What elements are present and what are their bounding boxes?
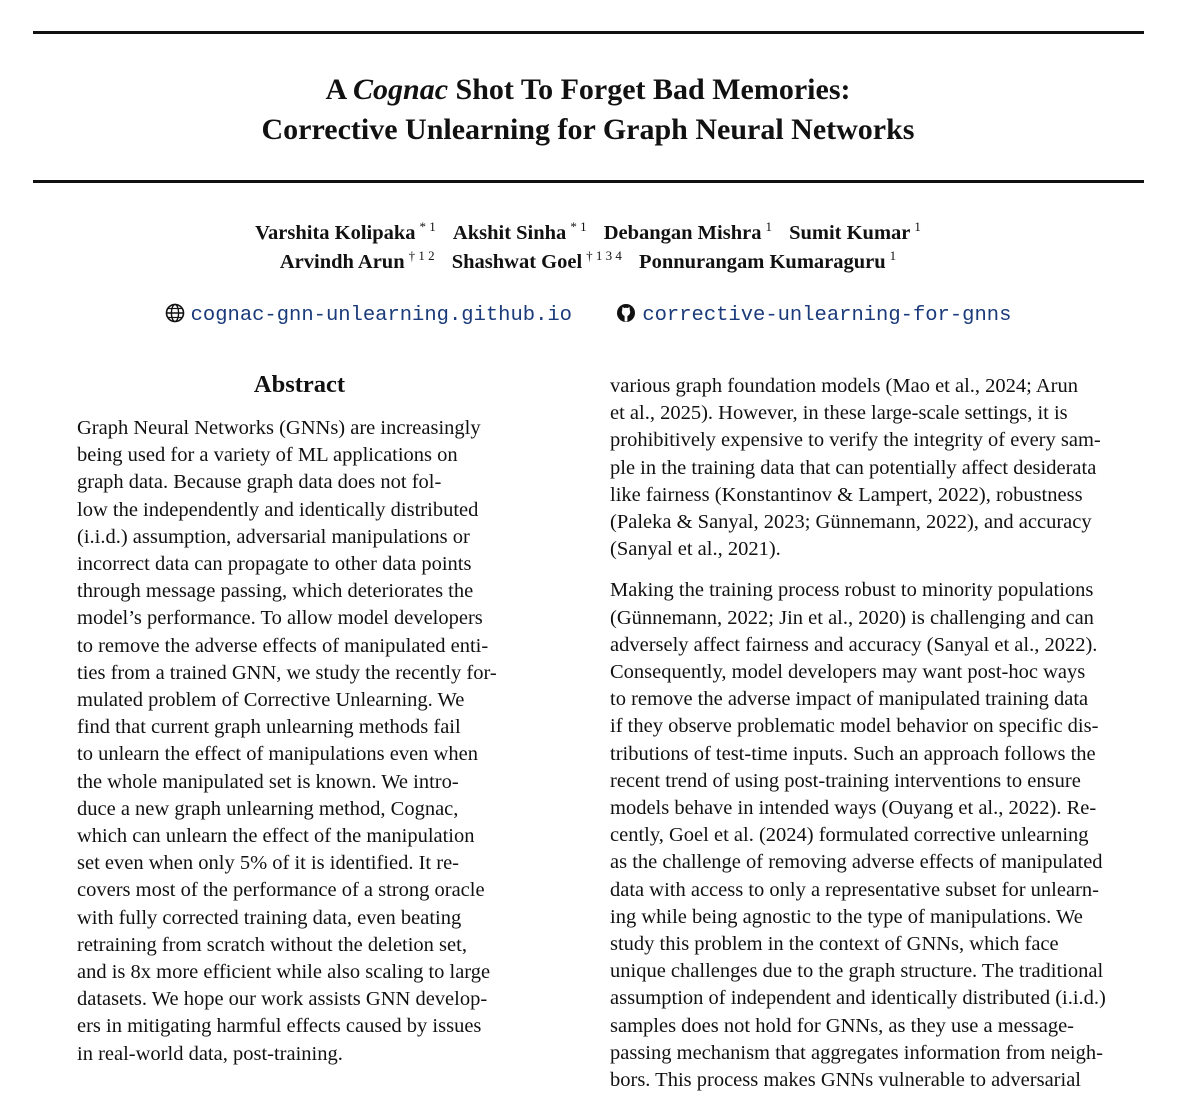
intro-line: passing mechanism that aggregates information from neigh- xyxy=(610,1041,1104,1064)
intro-line: recent trend of using post-training interventions to ensure xyxy=(610,769,1081,792)
intro-line: ple in the training data that can potentially affect desiderata xyxy=(610,456,1097,479)
abstract-line: datasets. We hope our work assists GNN develop- xyxy=(77,988,488,1011)
intro-paragraph-1 xyxy=(610,373,1145,563)
author: Akshit Sinha $^{* 1}$ xyxy=(452,219,587,244)
top-rule xyxy=(33,31,1144,34)
abstract-line: Graph Neural Networks (GNNs) are increasingly xyxy=(77,417,481,439)
author: Debangan Mishra $^1$ xyxy=(603,219,772,244)
author: Arvindh Arun $^{\dagger 1 2}$ xyxy=(279,248,435,273)
abstract-line: the whole manipulated set is known. We intro- xyxy=(77,770,459,793)
abstract-line: model’s performance. To allow model developers xyxy=(77,607,483,630)
abstract-line: retraining from scratch without the deletion set, xyxy=(77,933,467,956)
intro-line: to remove the adverse impact of manipulated training data xyxy=(610,688,1089,711)
abstract-body xyxy=(77,415,522,1068)
intro-line: models behave in intended ways (Ouyang et al., 2022). Re- xyxy=(610,797,1097,820)
title-emphasis: Cognac xyxy=(353,73,449,106)
abstract-heading: Abstract xyxy=(253,371,346,398)
intro-line: adversely affect fairness and accuracy (Sanyal et al., 2022). xyxy=(610,633,1098,656)
intro-line: various graph foundation models (Mao et al., 2024; Arun xyxy=(610,375,1078,397)
intro-line: cently, Goel et al. (2024) formulated corrective unlearning xyxy=(610,824,1089,847)
author: Varshita Kolipaka $^{* 1}$ xyxy=(255,219,436,244)
intro-line: Consequently, model developers may want post-hoc ways xyxy=(610,661,1086,684)
abstract-line: ties from a trained GNN, we study the recently for- xyxy=(77,661,497,684)
intro-line: bors. This process makes GNNs vulnerable to adversarial xyxy=(610,1069,1081,1092)
bottom-rule xyxy=(33,180,1144,183)
author-list xyxy=(0,219,1176,277)
intro-line: study this problem in the context of GNNs, which face xyxy=(610,933,1059,956)
abstract-line: covers most of the performance of a strong oracle xyxy=(77,879,485,902)
abstract-line: set even when only 5% of it is identified. It re- xyxy=(77,852,459,875)
abstract-line: which can unlearn the effect of the manipulation xyxy=(77,825,475,848)
abstract-line: (i.i.d.) assumption, adversarial manipulations or xyxy=(77,525,470,548)
abstract-line: with fully corrected training data, even beating xyxy=(77,906,462,929)
globe-icon xyxy=(165,303,185,323)
abstract-line: through message passing, which deteriorates the xyxy=(77,580,474,603)
author: Ponnurangam Kumaraguru $^1$ xyxy=(639,248,897,273)
abstract-line: duce a new graph unlearning method, Cognac, xyxy=(77,797,459,820)
project-links xyxy=(0,303,1176,327)
abstract-line: find that current graph unlearning methods fail xyxy=(77,716,461,739)
intro-line: like fairness (Konstantinov & Lampert, 2022), robustness xyxy=(610,483,1083,506)
intro-line: (Paleka & Sanyal, 2023; Günnemann, 2022), and accuracy xyxy=(610,511,1092,534)
intro-paragraph-2 xyxy=(610,577,1145,1094)
abstract-line: ers in mitigating harmful effects caused by issues xyxy=(77,1015,482,1038)
intro-line: (Günnemann, 2022; Jin et al., 2020) is challenging and can xyxy=(610,606,1094,629)
abstract-line: being used for a variety of ML applications on xyxy=(77,444,458,467)
intro-line: if they observe problematic model behavior on specific dis- xyxy=(610,715,1099,738)
author: Shashwat Goel $^{\dagger 1 3 4}$ xyxy=(451,248,622,273)
abstract-line: mulated problem of Corrective Unlearning. We xyxy=(77,689,465,712)
introduction-body xyxy=(610,373,1145,1094)
intro-line: unique challenges due to the graph structure. The traditional xyxy=(610,960,1104,983)
intro-line: data with access to only a representative subset for unlearn- xyxy=(610,878,1099,901)
intro-line: as the challenge of removing adverse effects of manipulated xyxy=(610,851,1103,874)
abstract-line: low the independently and identically distributed xyxy=(77,498,479,521)
title-line-2: Corrective Unlearning for Graph Neural Networks xyxy=(261,113,915,146)
abstract-line: and is 8x more efficient while also scaling to large xyxy=(77,961,491,984)
github-link[interactable]: corrective-unlearning-for-gnns xyxy=(616,303,1011,327)
intro-line: assumption of independent and identically distributed (i.i.d.) xyxy=(610,987,1106,1010)
abstract-line: to remove the adverse effects of manipulated enti- xyxy=(77,634,489,657)
intro-line: samples does not hold for GNNs, as they use a message- xyxy=(610,1014,1075,1037)
intro-line: prohibitively expensive to verify the integrity of every sam- xyxy=(610,429,1101,452)
website-link[interactable]: cognac-gnn-unlearning.github.io xyxy=(165,303,572,327)
intro-line: ing while being agnostic to the type of manipulations. We xyxy=(610,905,1083,928)
abstract-line: in real-world data, post-training. xyxy=(77,1042,343,1065)
abstract-line: to unlearn the effect of manipulations even when xyxy=(77,743,478,766)
github-icon xyxy=(616,303,636,323)
intro-line: tributions of test-time inputs. Such an approach follows the xyxy=(610,742,1096,765)
author: Sumit Kumar $^1$ xyxy=(789,219,921,244)
title-line-1: A Cognac Shot To Forget Bad Memories: xyxy=(325,73,851,106)
abstract-line: incorrect data can propagate to other data points xyxy=(77,553,472,576)
intro-line: et al., 2025). However, in these large-scale settings, it is xyxy=(610,402,1068,425)
intro-line: Making the training process robust to minority populations xyxy=(610,579,1094,602)
intro-line: (Sanyal et al., 2021). xyxy=(610,538,781,561)
paper-title xyxy=(0,70,1176,150)
abstract-line: graph data. Because graph data does not fol- xyxy=(77,471,442,494)
